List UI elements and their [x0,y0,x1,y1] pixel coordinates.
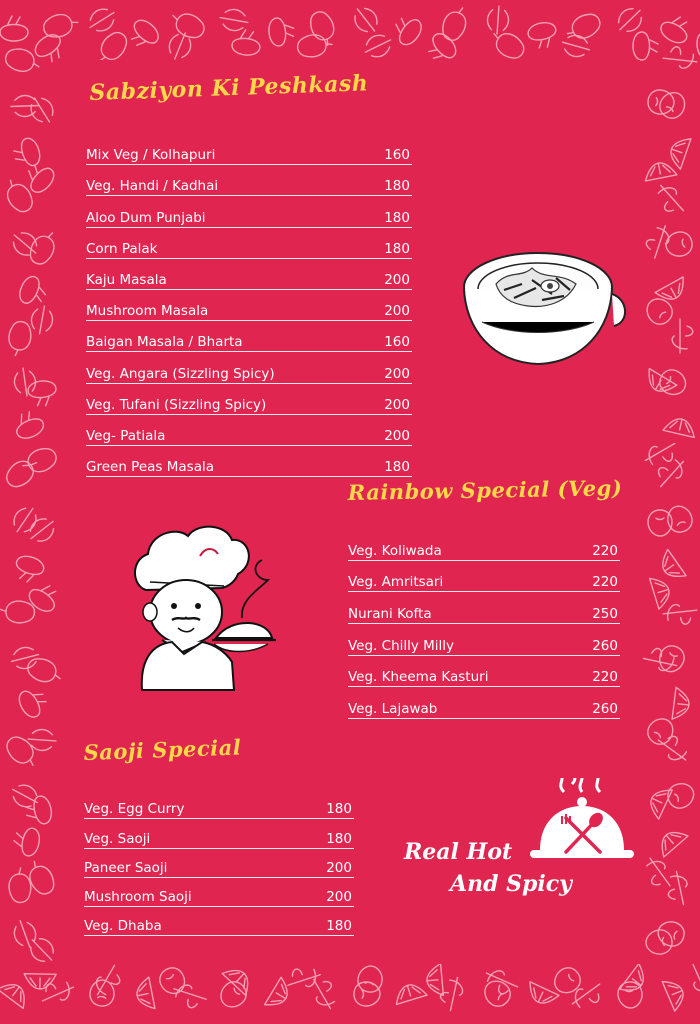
vegetable-doodle [125,16,163,53]
vegetable-doodle [13,367,38,398]
vegetable-doodle [655,549,686,584]
vegetable-doodle [650,574,674,609]
menu-item [86,165,412,196]
menu-item [86,352,412,383]
vegetable-doodle [265,977,294,1012]
vegetable-doodle [657,11,694,47]
menu-item-name: Veg. Tufani (Sizzling Spicy) [86,396,267,413]
vegetable-doodle [29,304,55,335]
menu-item-name: Paneer Saoji [84,859,168,876]
menu-item-price: 200 [384,427,410,444]
menu-item-price: 220 [592,574,618,591]
vegetable-doodle [655,277,690,306]
vegetable-doodle [24,974,56,990]
vegetable-doodle [349,3,383,38]
section-title-saoji: Saoji Special [83,734,242,765]
vegetable-doodle [156,964,190,999]
vegetable-doodle [10,136,42,170]
vegetable-doodle [11,408,47,442]
menu-item-name: Veg. Amritsari [348,574,444,591]
vegetable-doodle [657,185,684,212]
vegetable-doodle [0,16,28,41]
vegetable-doodle [480,976,515,1011]
vegetable-doodle [658,459,685,486]
menu-item-price: 260 [592,701,618,718]
clay-bowl-icon [452,244,634,374]
vegetable-doodle [287,961,321,996]
menu-item [84,790,354,819]
menu-item-price: 180 [384,240,410,257]
vegetable-doodle [655,88,690,123]
vegetable-doodle [644,858,674,887]
vegetable-doodle [10,917,39,950]
section-title-sabziyon: Sabziyon Ki Peshkash [89,70,369,106]
vegetable-doodle [654,825,688,857]
menu-item-price: 160 [384,334,410,351]
menu-item [84,878,354,907]
vegetable-doodle [25,655,65,687]
vegetable-doodle [3,46,42,75]
menu-item-name: Mix Veg / Kolhapuri [86,147,216,164]
menu-item-price: 250 [592,606,618,623]
menu-item-name: Veg. Handi / Kadhai [86,178,219,195]
vegetable-doodle [645,929,674,956]
vegetable-doodle [658,735,688,764]
menu-item-price: 200 [384,303,410,320]
tagline-line-1: Real Hot [404,839,513,865]
vegetable-doodle [26,93,59,128]
vegetable-doodle [134,977,155,1011]
menu-item-name: Veg. Egg Curry [84,801,185,818]
menu-item-name: Veg. Koliwada [348,542,442,559]
chef-icon [122,520,282,692]
menu-item-price: 180 [384,209,410,226]
vegetable-doodle [8,780,43,812]
serving-cloche-icon [526,778,638,870]
vegetable-doodle [15,684,51,721]
vegetable-doodle [27,380,57,408]
vegetable-doodle [645,437,676,469]
vegetable-doodle [356,964,385,994]
section-title-rainbow: Rainbow Special (Veg) [347,475,623,505]
vegetable-doodle [389,11,426,48]
vegetable-doodle [222,963,256,996]
menu-item-name: Veg. Chilly Milly [348,637,455,654]
menu-item-price: 180 [326,918,352,935]
vegetable-doodle [662,595,698,631]
vegetable-doodle [655,918,687,949]
vegetable-doodle [485,964,518,997]
menu-item-price: 180 [384,178,410,195]
vegetable-doodle [16,274,50,310]
menu-item-price: 180 [326,801,352,818]
menu-item [348,656,620,688]
vegetable-doodle [231,29,261,57]
vegetable-doodle [11,825,41,858]
vegetable-doodle [307,978,339,1009]
vegetable-doodle [2,732,42,772]
vegetable-doodle [0,600,35,623]
vegetable-doodle [526,20,559,50]
menu-item-price: 200 [384,271,410,288]
menu-item [84,819,354,848]
vegetable-doodle [664,230,695,259]
vegetable-doodle [218,7,249,33]
vegetable-doodle [26,227,61,267]
vegetable-doodle [487,26,528,63]
menu-item [348,592,620,624]
menu-item [348,624,620,656]
vegetable-doodle [172,978,207,1012]
menu-item-name: Veg. Lajawab [348,701,438,718]
vegetable-doodle [85,4,120,37]
vegetable-doodle [645,784,672,819]
vegetable-doodle [268,16,296,46]
menu-item-price: 200 [384,396,410,413]
vegetable-doodle [666,134,691,169]
vegetable-doodle [663,416,698,438]
menu-item-name: Nurani Kofta [348,606,432,623]
vegetable-doodle [642,369,677,398]
menu-item-name: Veg. Dhaba [84,918,162,935]
menu-item-name: Aloo Dum Punjabi [86,209,206,226]
vegetable-doodle [563,10,604,45]
menu-item-name: Mushroom Masala [86,303,209,320]
vegetable-doodle [0,977,32,1008]
menu-item-price: 200 [326,859,352,876]
vegetable-doodle [8,503,41,538]
menu-item-price: 180 [326,830,352,847]
menu-item-name: Veg. Kheema Kasturi [348,669,489,686]
vegetable-doodle [633,32,658,60]
menu-item-price: 160 [384,147,410,164]
vegetable-doodle [21,159,58,197]
vegetable-doodle [684,963,700,996]
menu-item-price: 200 [326,889,352,906]
menu-item [84,907,354,936]
vegetable-doodle [487,5,510,34]
menu-item [86,259,412,290]
menu-item-name: Corn Palak [86,240,158,257]
vegetable-doodle [662,41,698,77]
menu-item [86,321,412,352]
menu-item-name: Veg- Patiala [86,427,166,444]
vegetable-doodle [7,320,33,357]
menu-item-price: 200 [384,365,410,382]
menu-item [86,196,412,227]
vegetable-doodle [9,644,41,671]
menu-item [86,228,412,259]
vegetable-doodle [307,9,340,49]
menu-list-rainbow [348,529,620,719]
vegetable-doodle [662,976,688,1011]
menu-list-saoji [84,790,354,936]
menu-item-name: Veg. Saoji [84,830,151,847]
vegetable-doodle [361,30,395,61]
menu-item-price: 220 [592,542,618,559]
menu-item [86,134,412,165]
vegetable-doodle [23,794,53,827]
menu-item [86,384,412,415]
vegetable-doodle [572,980,601,1010]
menu-item-name: Baigan Masala / Bharta [86,334,243,351]
menu-item [348,529,620,561]
menu-item [86,415,412,446]
vegetable-doodle [663,318,699,354]
menu-item [348,561,620,593]
tagline-line-2: And Spicy [450,871,572,897]
menu-item-name: Green Peas Masala [86,459,214,476]
menu-item [86,290,412,321]
vegetable-doodle [12,553,46,585]
vegetable-doodle [661,870,697,905]
menu-item-price: 260 [592,637,618,654]
vegetable-doodle [25,933,60,968]
vegetable-doodle [672,687,691,721]
vegetable-doodle [643,160,677,181]
vegetable-doodle [620,964,651,999]
menu-item [86,446,412,477]
menu-item-name: Mushroom Saoji [84,889,192,906]
vegetable-doodle [426,964,444,997]
vegetable-doodle [354,982,380,1006]
menu-item [348,687,620,719]
vegetable-doodle [392,981,427,1005]
vegetable-doodle [41,976,74,1009]
vegetable-doodle [8,227,43,261]
vegetable-doodle [165,29,195,63]
menu-item [84,849,354,878]
menu-item-price: 180 [384,459,410,476]
vegetable-doodle [524,982,559,1009]
vegetable-doodle [8,867,32,903]
vegetable-doodle [439,4,471,44]
vegetable-doodle [25,579,62,616]
menu-item-name: Kaju Masala [86,271,167,288]
menu-list-sabziyon [86,134,412,477]
menu-item-name: Veg. Angara (Sizzling Spicy) [86,365,275,382]
menu-item-price: 220 [592,669,618,686]
